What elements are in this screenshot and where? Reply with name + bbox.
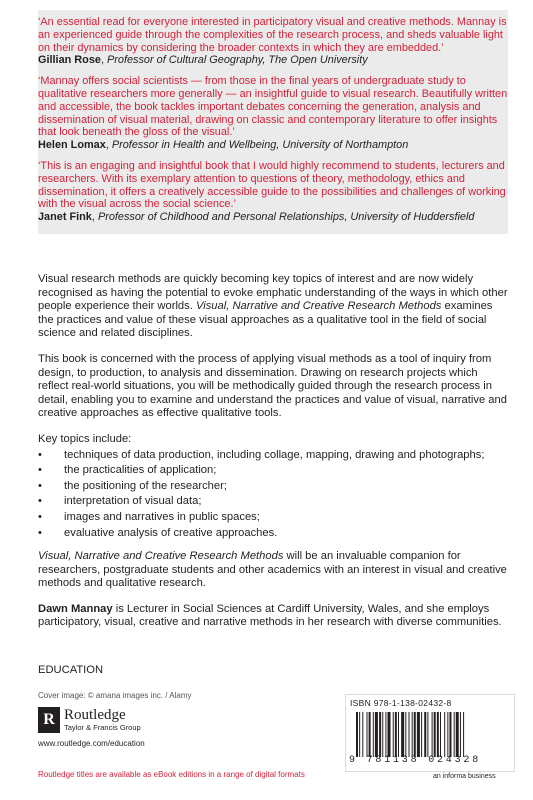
list-item-text: the practicalities of application;	[64, 464, 217, 477]
reviewer-name: Helen Lomax	[38, 139, 106, 152]
list-item	[38, 464, 508, 478]
bullet-icon: •	[38, 479, 42, 492]
barcode-number: 9 781138 024328	[349, 755, 482, 766]
publisher-url[interactable]: www.routledge.com/education	[38, 739, 145, 748]
barcode-bar	[447, 712, 448, 757]
list-item-text: techniques of data production, including collage, mapping, drawing and photographs;	[64, 448, 485, 461]
barcode-bar	[401, 712, 404, 757]
list-item-text: evaluative analysis of creative approaches.	[64, 526, 278, 539]
review-blurb	[38, 75, 508, 152]
barcode-bar	[437, 712, 439, 757]
description-text: examines the practices and value of these visual approaches as a qualitative tool in the field of social science and related disciplines.	[38, 300, 493, 340]
description-text: Visual research methods are quickly becoming key topics of interest and are now widely recognised as having the potential to evoke emphatic understanding of the ways in which other people experience their worlds.	[38, 273, 508, 313]
barcode-bar	[460, 712, 461, 757]
bullet-icon: •	[38, 464, 42, 477]
review-quote: ‘Mannay offers social scientists — from those in the final years of undergraduate study to qualitative researchers more generally — an insightful guide to visual research. Beautifully written and accessible, the book tackles important debates concerning the generation, analysis and dissemination of visual material, drawing on classic and contemporary literature to offer insights that look beneath the gloss of the visual.’	[38, 75, 508, 139]
reviewer-role: Professor in Health and Wellbeing, University of Northampton	[111, 139, 409, 152]
barcode-bar	[359, 712, 360, 757]
review-attribution: Gillian Rose, Professor of Cultural Geography, The Open University	[38, 54, 368, 67]
review-attribution: Helen Lomax, Professor in Health and Wellbeing, University of Northampton	[38, 139, 409, 152]
barcode-bar	[385, 712, 386, 757]
barcode-bar	[398, 712, 399, 757]
barcode-bar	[456, 712, 459, 757]
barcode-bar	[424, 712, 426, 757]
reviewer-role: Professor of Childhood and Personal Relationships, University of Huddersfield	[97, 211, 475, 224]
bullet-icon: •	[38, 448, 42, 461]
barcode-bar	[454, 712, 455, 757]
barcode-bar	[362, 712, 363, 757]
list-item	[38, 511, 508, 525]
book-title-inline: Visual, Narrative and Creative Research Methods	[38, 550, 284, 563]
description-paragraph: This book is concerned with the process of applying visual methods as a tool of inquiry from design, to production, to analysis and dissemination. Drawing on research projects which reflect real-world situations, you will be methodically guided through the research process in detail, enabling you to examine and understand the practices and value of visual, narrative and creative approaches as effective qualitative tools.	[38, 352, 507, 420]
review-blurb	[38, 16, 508, 67]
bullet-icon: •	[38, 510, 42, 523]
barcode-bar	[434, 712, 436, 757]
list-item-text: images and narratives in public spaces;	[64, 510, 260, 523]
barcode-bar	[463, 712, 464, 757]
book-title-inline: Visual, Narrative and Creative Research Methods	[195, 300, 442, 313]
reviewer-name: Gillian Rose	[38, 54, 101, 67]
description	[38, 273, 508, 642]
barcode-bar	[414, 712, 416, 757]
barcode-bar	[432, 712, 433, 757]
review-quote: ‘An essential read for everyone interested in participatory visual and creative methods. Mannay is an experienced guide through the complexities of the research process, and sheds valuable light on their dynamics by considering the broader contexts in which they are embedded.’	[38, 16, 507, 54]
barcode-icon	[356, 712, 506, 757]
barcode-bar	[409, 712, 410, 757]
barcode-bar	[388, 712, 391, 757]
list-item	[38, 449, 508, 463]
barcode-bar	[427, 712, 428, 757]
publisher-name: Routledge	[64, 707, 126, 723]
barcode-bar	[375, 712, 378, 757]
category-label: EDUCATION	[38, 664, 104, 676]
description-paragraph	[38, 550, 508, 591]
barcode-bar	[421, 712, 422, 757]
bullet-icon: •	[38, 526, 42, 539]
barcode-bar	[417, 712, 420, 757]
review-attribution: Janet Fink, Professor of Childhood and Personal Relationships, University of Huddersfield	[38, 211, 475, 224]
informa-tagline: an informa business	[433, 773, 496, 780]
barcode-bar	[367, 712, 368, 757]
cover-credit: Cover image: © amana images inc. / Alamy	[38, 691, 192, 700]
list-item	[38, 480, 508, 494]
barcode-bar	[356, 712, 358, 757]
routledge-logo-icon: R	[38, 707, 60, 733]
barcode-bar	[393, 712, 394, 757]
barcode-bar	[373, 712, 374, 757]
author-name: Dawn Mannay	[38, 602, 113, 615]
barcode-bar	[449, 712, 451, 757]
publisher-group: Taylor & Francis Group	[64, 723, 141, 732]
description-paragraph	[38, 273, 508, 341]
review-blurbs	[38, 10, 508, 234]
barcode-bar	[379, 712, 381, 757]
key-topics-heading: Key topics include:	[38, 432, 132, 445]
list-item	[38, 495, 508, 509]
barcode-bar	[369, 712, 371, 757]
barcode-bar	[405, 712, 406, 757]
bullet-icon: •	[38, 495, 42, 508]
barcode-bar	[382, 712, 383, 757]
publisher-text	[64, 708, 141, 732]
barcode-bar	[412, 712, 413, 757]
barcode-bar	[395, 712, 397, 757]
isbn-label: ISBN 978-1-138-02432-8	[350, 698, 452, 708]
author-bio	[38, 603, 508, 630]
barcode-bar	[444, 712, 445, 757]
review-blurb	[38, 160, 508, 224]
review-quote: ‘This is an engaging and insightful book that I would highly recommend to students, lecturers and researchers. With its exemplary attention to questions of theory, methodology, ethics and dissemination, it offers a creatively accessible guide to the possibilities and challenges of working with the visual across the social science.’	[38, 159, 506, 211]
author-bio-text: is Lecturer in Social Sciences at Cardiff University, Wales, and she employs participatory, visual, creative and narrative methods in her research with diverse communities.	[38, 602, 502, 629]
reviewer-name: Janet Fink	[38, 211, 92, 224]
list-item-text: interpretation of visual data;	[64, 495, 202, 508]
ebook-note: Routledge titles are available as eBook editions in a range of digital formats	[38, 770, 305, 779]
key-topics-list	[38, 449, 508, 541]
reviewer-role: Professor of Cultural Geography, The Open University	[107, 54, 368, 67]
barcode-bar	[440, 712, 441, 757]
list-item-text: the positioning of the researcher;	[64, 479, 227, 492]
description-text: will be an invaluable companion for researchers, postgraduate students and other academics with an interest in visual and creative methods and qualitative research.	[38, 550, 507, 590]
publisher-logo-block	[38, 707, 141, 733]
list-item	[38, 527, 508, 541]
